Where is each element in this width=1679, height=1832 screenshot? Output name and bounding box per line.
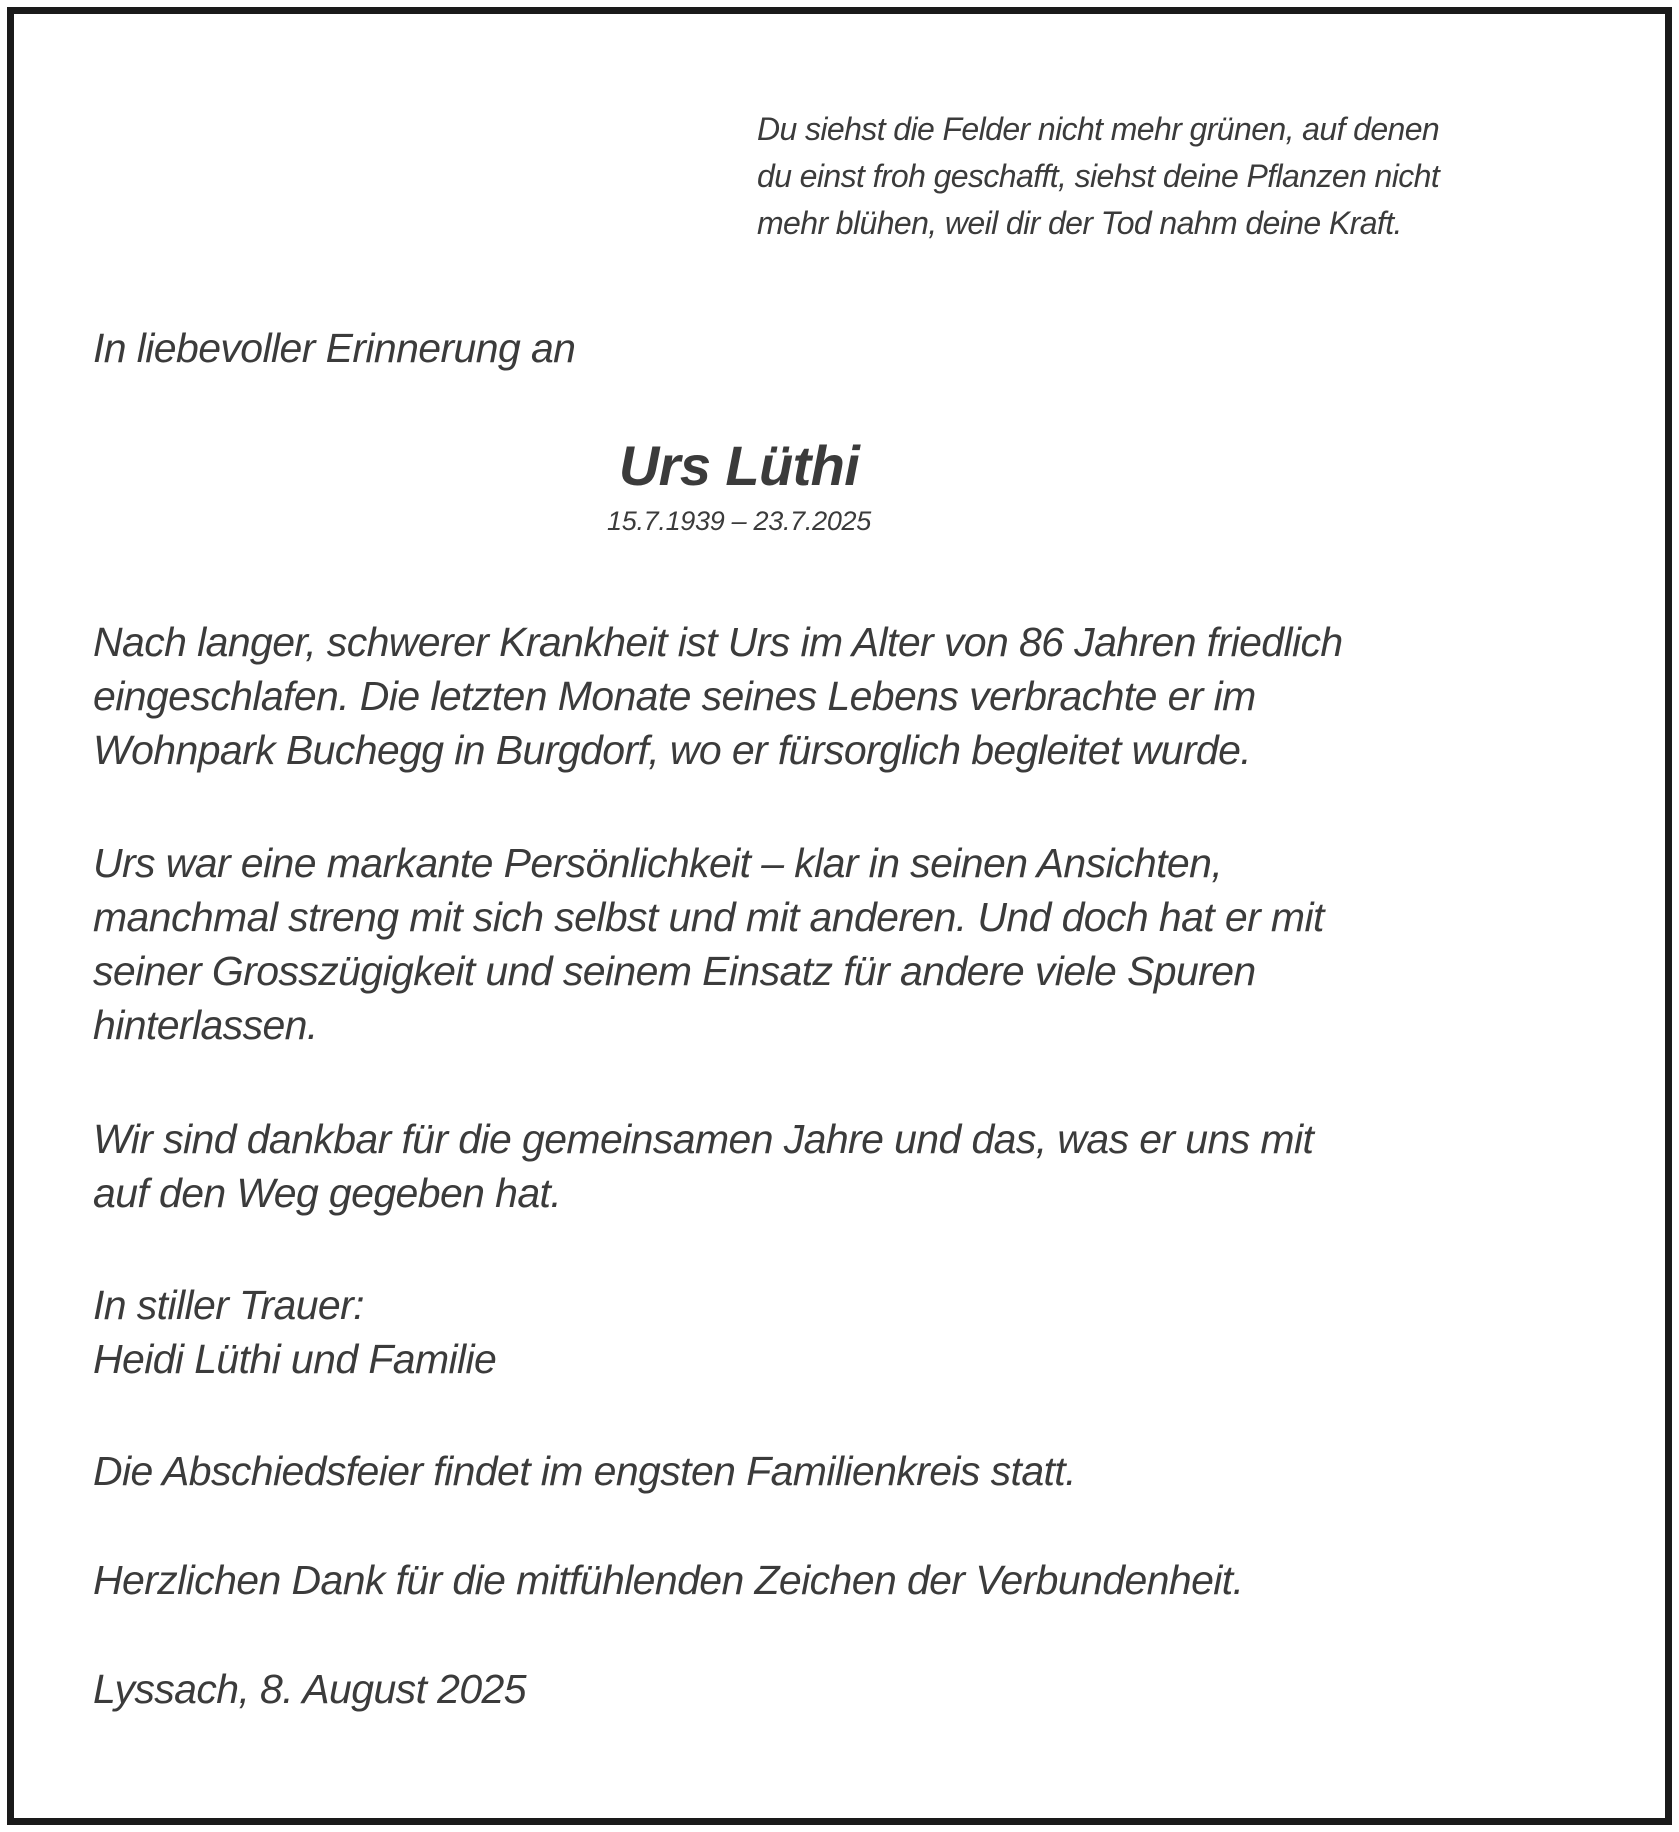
paragraph-line: Wir sind dankbar für die gemeinsamen Jahre und das, was er uns mit	[93, 1116, 1314, 1162]
paragraph-line: Wohnpark Buchegg in Burgdorf, wo er fürsorglich begleitet wurde.	[93, 727, 1252, 773]
paragraph-line: hinterlassen.	[93, 1002, 318, 1048]
paragraph-line: Urs war eine markante Persönlichkeit – klar in seinen Ansichten,	[93, 840, 1223, 886]
paragraph-line: eingeschlafen. Die letzten Monate seines Lebens verbrachte er im	[93, 673, 1256, 719]
place-date	[93, 1662, 526, 1716]
paragraph-line: auf den Weg gegeben hat.	[93, 1170, 562, 1216]
intro-text: In liebevoller Erinnerung an	[93, 325, 576, 371]
life-dates: 15.7.1939 – 23.7.2025	[607, 506, 871, 536]
poem-line: mehr blühen, weil dir der Tod nahm deine Kraft.	[757, 205, 1402, 241]
paragraph-line: Nach langer, schwerer Krankheit ist Urs im Alter von 86 Jahren friedlich	[93, 619, 1343, 665]
paragraph-line: manchmal streng mit sich selbst und mit anderen. Und doch hat er mit	[93, 894, 1324, 940]
mourners-heading: In stiller Trauer:	[93, 1282, 364, 1328]
paragraph-line: seiner Grosszügigkeit und seinem Einsatz für andere viele Spuren	[93, 948, 1256, 994]
ceremony-text: Die Abschiedsfeier findet im engsten Familienkreis statt.	[93, 1448, 1076, 1494]
ceremony-note	[93, 1444, 1076, 1498]
poem-line: du einst froh geschafft, siehst deine Pflanzen nicht	[757, 158, 1440, 194]
poem-line: Du siehst die Felder nicht mehr grünen, auf denen	[757, 111, 1440, 147]
thanks-text: Herzlichen Dank für die mitfühlenden Zeichen der Verbundenheit.	[93, 1557, 1244, 1603]
place-date-text: Lyssach, 8. August 2025	[93, 1666, 526, 1712]
paragraph-gratitude	[93, 1112, 1313, 1220]
obituary-frame	[7, 7, 1672, 1825]
poem-verse	[757, 106, 1617, 247]
paragraph-illness	[93, 615, 1343, 777]
thanks-note	[93, 1553, 1243, 1607]
deceased-name: Urs Lüthi	[618, 434, 860, 497]
paragraph-personality	[93, 836, 1324, 1052]
mourners-block	[93, 1278, 496, 1386]
mourners-names: Heidi Lüthi und Familie	[93, 1336, 497, 1382]
